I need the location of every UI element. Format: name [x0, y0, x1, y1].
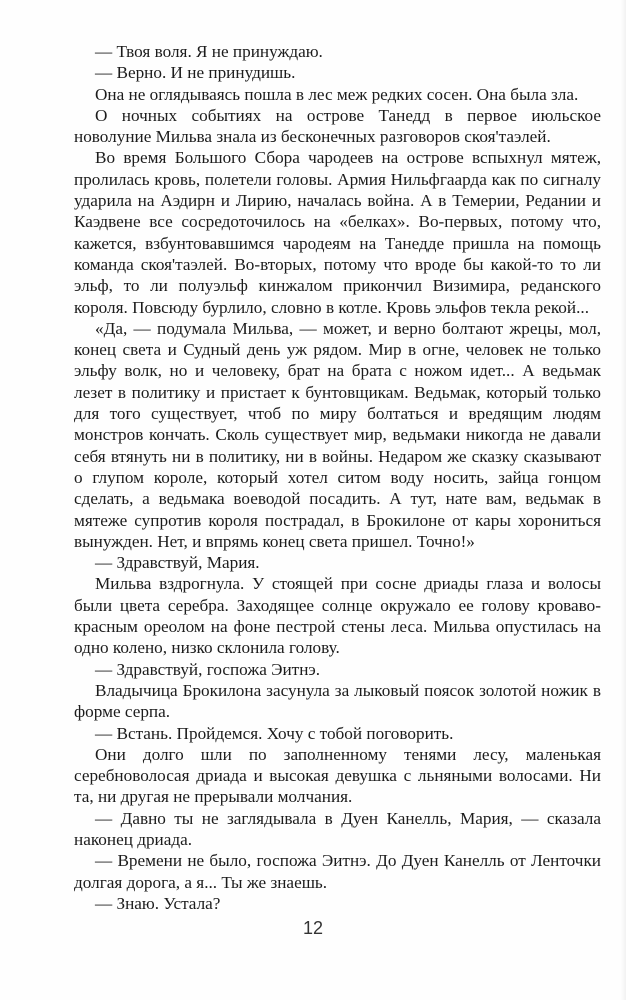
paragraph: — Времени не было, госпожа Эитнэ. До Дуен Канелль от Ленточки долгая дорога, а я... Ты же знаешь.: [74, 851, 601, 892]
page-edge: [620, 0, 626, 1000]
text-body: [74, 41, 601, 914]
paragraph: Во время Большого Сбора чародеев на острове вспыхнул мятеж, пролилась кровь, полетели головы. Армия Нильфгаарда как по сигналу ударила на Аэдирн и Лирию, началась война. А в Темерии, Редании и Каэдвене все сосредоточилось на «белках». Во-первых, потому что, кажется, взбунтовавшимся чародеям на Танедде пришла на помощь команда скоя'таэлей. Во-вторых, потому что вроде бы какой-то то ли эльф, то ли полуэльф кинжалом прикончил Визимира, реданского короля. Повсюду бурлило, словно в котле. Кровь эльфов текла рекой...: [74, 148, 601, 317]
paragraph: — Здравствуй, Мария.: [95, 553, 260, 573]
paragraph: — Твоя воля. Я не принуждаю.: [95, 42, 323, 61]
page-number: 12: [302, 918, 324, 938]
paragraph: «Да, — подумала Мильва, — может, и верно болтают жрецы, мол, конец света и Судный день уж рядом. Мир в огне, человек не только эльфу волк, но и человеку, брат на брата с ножом идет... А ведьмак лезет в политику и пристает к бунтовщикам. Ведьмак, который только для того существует, чтоб по миру болтаться и вредящим людям монстров кончать. Сколь существует мир, ведьмаки никогда не давали себя втянуть ни в политику, ни в войны. Недаром же сказку сказывают о глупом короле, который хотел ситом воду носить, зайца гонцом сделать, а ведьмака воеводой посадить. А тут, нате вам, ведьмак в мятеже супротив короля пострадал, в Брокилоне от кары хорониться вынужден. Нет, и впрямь конец света пришел. Точно!»: [74, 318, 601, 551]
paragraph: О ночных событиях на острове Танедд в первое июльское новолуние Мильва знала из бесконечных разговоров скоя'таэлей.: [74, 105, 601, 147]
paragraph: Мильва вздрогнула. У стоящей при сосне дриады глаза и волосы были цвета серебра. Заходящее солнце окружало ее голову кроваво-красным ореолом на фоне пестрой стены леса. Мильва опустилась на одно колено, низко склонила голову.: [74, 574, 601, 658]
paragraph: — Давно ты не заглядывала в Дуен Канелль, Мария, — сказала наконец дриада.: [74, 808, 601, 849]
paragraph: Она не оглядываясь пошла в лес меж редких сосен. Она была зла.: [95, 84, 579, 104]
paragraph: — Здравствуй, госпожа Эитнэ.: [95, 659, 321, 679]
paragraph: Владычица Брокилона засунула за лыковый поясок золотой ножик в форме серпа.: [74, 680, 601, 722]
paragraph: — Встань. Пройдемся. Хочу с тобой поговорить.: [95, 723, 454, 743]
paragraph: — Знаю. Устала?: [95, 893, 221, 913]
paragraph: Они долго шли по заполненному тенями лесу, маленькая серебноволосая дриада и высокая девушка с льняными волосами. Ни та, ни другая не прерывали молчания.: [74, 744, 601, 807]
paragraph: — Верно. И не принудишь.: [95, 63, 296, 83]
